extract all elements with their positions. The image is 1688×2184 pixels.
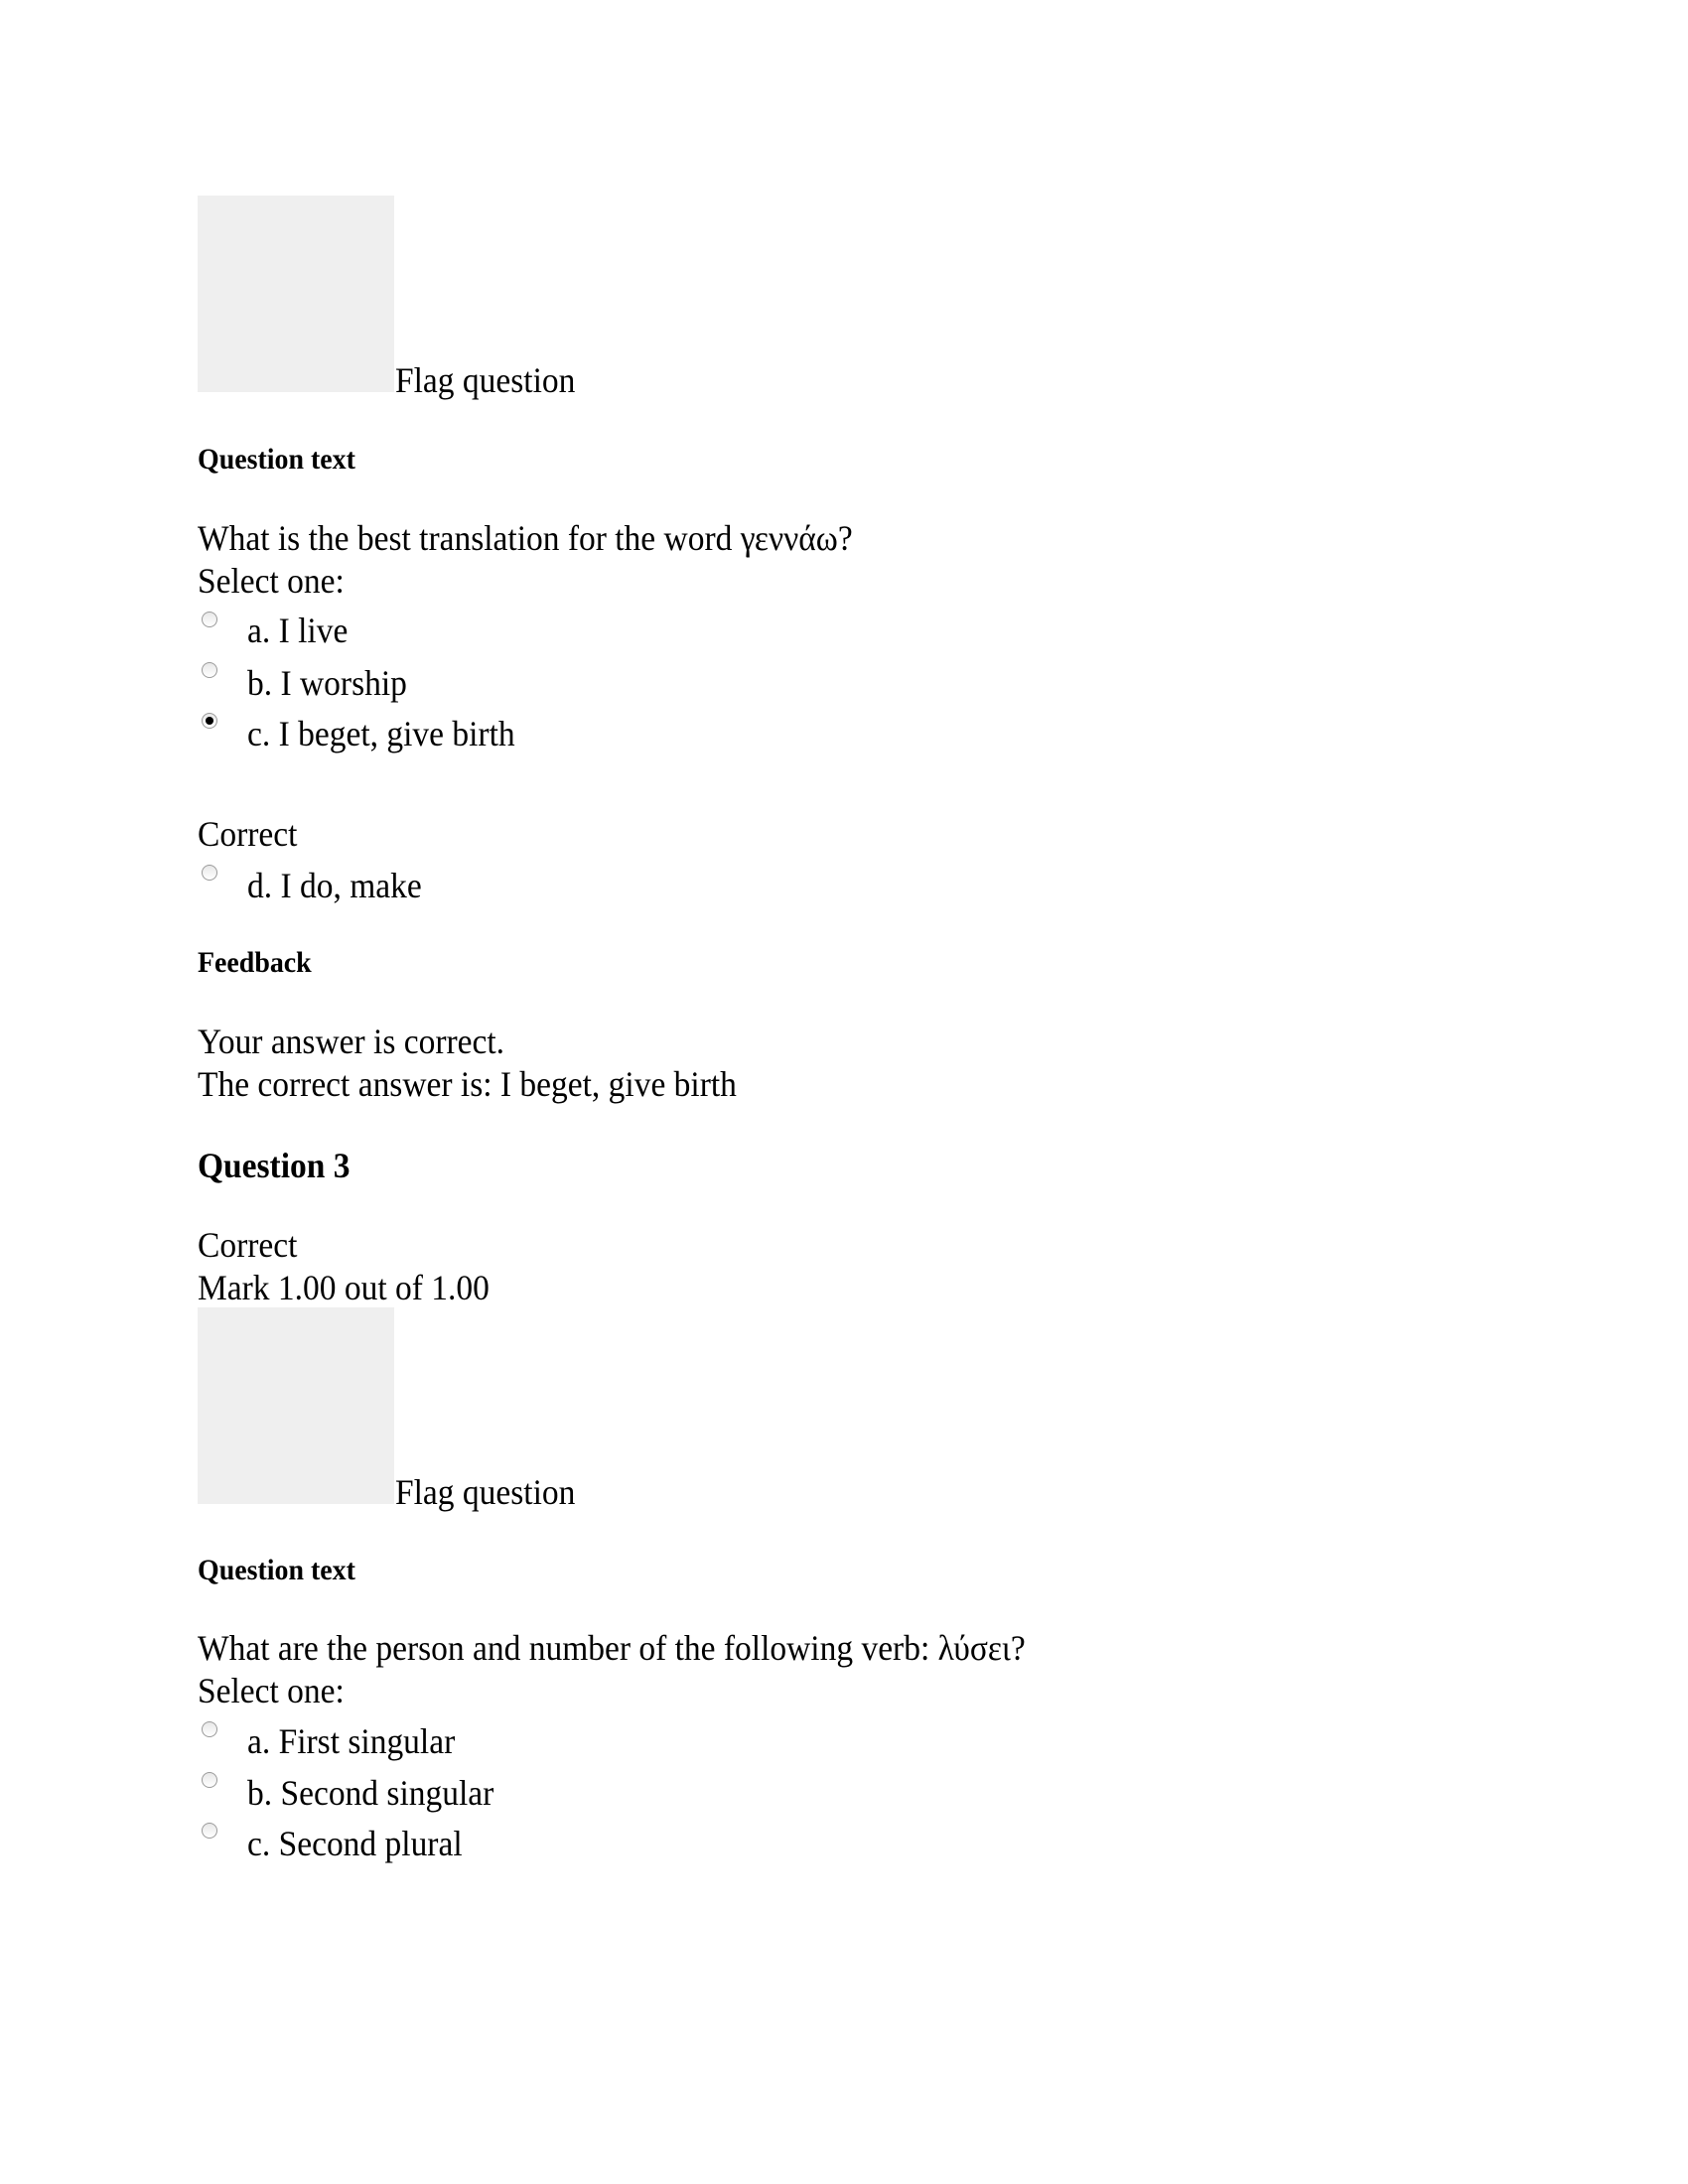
- option-b-label[interactable]: b. I worship: [247, 663, 407, 703]
- option-d-label[interactable]: d. I do, make: [247, 866, 422, 905]
- option-c-radio[interactable]: [202, 713, 217, 729]
- question-text-heading: Question text: [198, 443, 355, 476]
- option-c-radio[interactable]: [202, 1823, 217, 1839]
- option-c-label[interactable]: c. Second plural: [247, 1824, 463, 1863]
- option-b-label[interactable]: b. Second singular: [247, 1773, 494, 1813]
- option-a-label[interactable]: a. First singular: [247, 1721, 456, 1761]
- option-a-radio[interactable]: [202, 1721, 217, 1737]
- option-a-radio[interactable]: [202, 612, 217, 627]
- option-b-radio[interactable]: [202, 1772, 217, 1788]
- option-d-radio[interactable]: [202, 865, 217, 881]
- flag-question-link[interactable]: Flag question: [395, 1472, 576, 1512]
- option-b-radio[interactable]: [202, 662, 217, 678]
- select-prompt: Select one:: [198, 561, 345, 601]
- option-c-label[interactable]: c. I beget, give birth: [247, 714, 515, 753]
- flag-icon-placeholder[interactable]: [198, 1307, 394, 1504]
- option-status: Correct: [198, 814, 298, 854]
- option-a-label[interactable]: a. I live: [247, 611, 349, 650]
- flag-icon-placeholder[interactable]: [198, 196, 394, 392]
- correct-answer-text: The correct answer is: I beget, give birth: [198, 1064, 737, 1104]
- question-3-title: Question 3: [198, 1146, 351, 1185]
- flag-question-link[interactable]: Flag question: [395, 360, 576, 400]
- question-text: What are the person and number of the following verb: λύσει?: [198, 1628, 1026, 1668]
- feedback-heading: Feedback: [198, 946, 312, 979]
- feedback-text: Your answer is correct.: [198, 1022, 505, 1061]
- question-3-mark: Mark 1.00 out of 1.00: [198, 1268, 490, 1307]
- question-3-status: Correct: [198, 1225, 298, 1265]
- question-text-heading: Question text: [198, 1554, 355, 1586]
- question-text: What is the best translation for the word γεννάω?: [198, 518, 853, 558]
- select-prompt: Select one:: [198, 1671, 345, 1710]
